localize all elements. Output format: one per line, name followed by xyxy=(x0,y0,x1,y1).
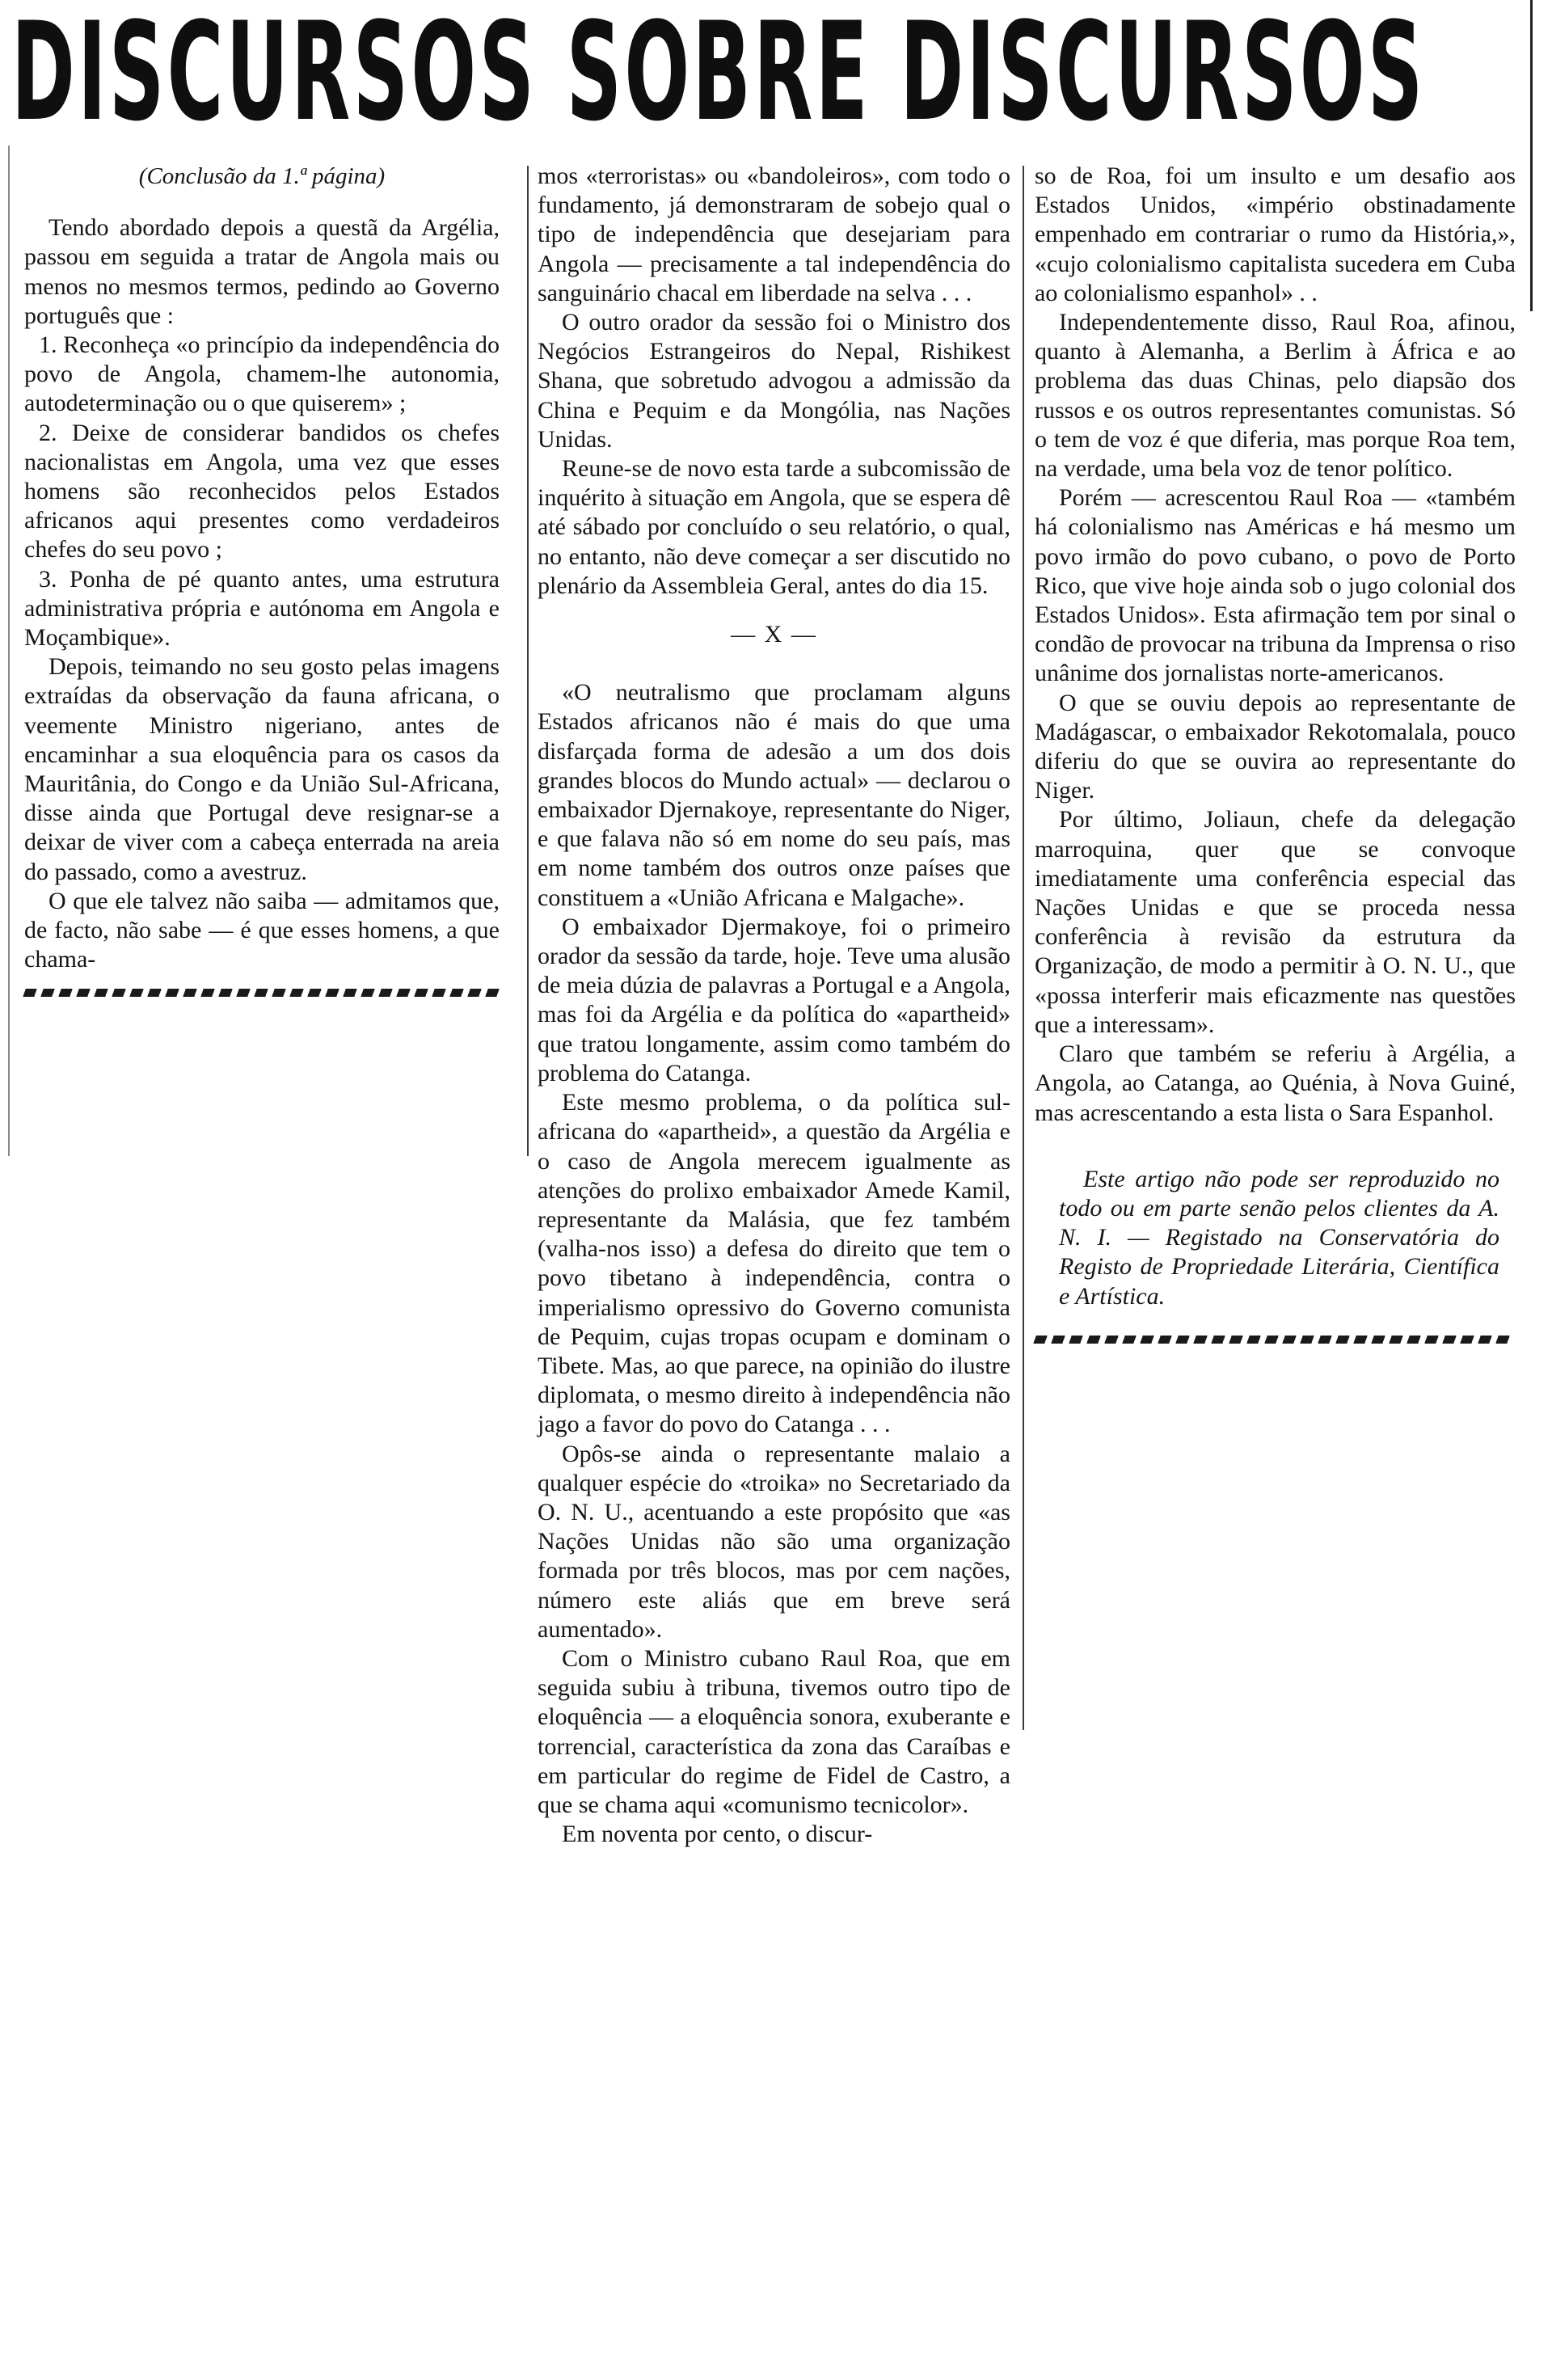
paragraph: O embaixador Djermakoye, foi o primeiro orador da sessão da tarde, hoje. Teve uma alusão de meia dúzia de palavras a Portugal e a Angola, mas foi da Argélia e da política do «apartheid» que tratou longamente, assim como também do problema do Catanga. xyxy=(538,913,1010,1087)
paragraph: Em noventa por cento, o discur- xyxy=(562,1821,873,1848)
headline-banner xyxy=(11,3,1523,141)
paragraph: O que ele talvez não saiba — admitamos que, de facto, não sabe — é que esses homens, a que chama- xyxy=(24,887,500,973)
continuation-note: (Conclusão da 1.ª página) xyxy=(138,163,386,189)
article-column-1 xyxy=(24,162,500,997)
paragraph: Por último, Joliaun, chefe da delegação marroquina, quer que se convoque imediatamente uma conferência especial das Nações Unidas e que se proceda nessa conferência à revisão da estrutura da Organização, de modo a permitir à O. N. U., que «possa interferir mais eficazmente nas questões que a interessam». xyxy=(1035,806,1516,1038)
article-column-3 xyxy=(1035,162,1516,1344)
paragraph: Opôs-se ainda o representante malaio a qualquer espécie do «troika» no Secretariado da O. N. U., acentuando a este propósito que «as Nações Unidas não são uma organização formada por três blocos, mas por cem nações, número este aliás que em breve será aumentado». xyxy=(538,1440,1010,1643)
paragraph: Reune-se de novo esta tarde a subcomissão de inquérito à situação em Angola, que se espera dê até sábado por concluído o seu relatório, o qual, no entanto, não deve começar a ser discutido no plenário da Assembleia Geral, antes do dia 15. xyxy=(538,455,1010,599)
paragraph: Claro que também se referiu à Argélia, a Angola, ao Catanga, ao Quénia, à Nova Guiné, mas acrescentando a esta lista o Sara Espanhol. xyxy=(1035,1040,1516,1126)
paragraph: Independentemente disso, Raul Roa, afinou, quanto à Alemanha, a Berlim à África e ao problema das duas Chinas, pelo diapsão dos russos e os outros representantes comunistas. Só o tem de voz é que diferia, mas porque Roa tem, na verdade, uma bela voz de tenor político. xyxy=(1035,309,1516,483)
list-item: 1. Reconheça «o princípio da independência do povo de Angola, chamem-lhe autonomia, autodeterminação ou o que quiserem» ; xyxy=(24,331,500,417)
article-column-2 xyxy=(538,162,1010,1849)
paragraph: Este mesmo problema, o da política sul-africana do «apartheid», a questão da Argélia e o caso de Angola merecem igualmente as atenções do prolixo embaixador Amede Kamil, representante da Malásia, que fez também (valha-nos isso) a defesa do direito que tem o povo tibetano à independência, contra o imperialismo opressivo do Governo comunista de Pequim, cujas tropas ocupam e dominam o Tibete. Mas, ao que parece, na opinião do ilustre diplomata, o mesmo direito à independência não jago a favor do povo do Catanga . . . xyxy=(538,1089,1010,1438)
column-divider-2 xyxy=(1023,166,1024,1730)
section-separator: — X — xyxy=(731,621,817,648)
paragraph: mos «terroristas» ou «bandoleiros», com todo o fundamento, já demonstraram de sobejo qual o tipo de independência que desejariam para Angola — precisamente a tal independência do sanguinário chacal em liberdade na selva . . . xyxy=(538,162,1010,306)
paragraph: «O neutralismo que proclamam alguns Estados africanos não é mais do que uma disfarçada forma de adesão a um dos dois grandes blocos do Mundo actual» — declarou o embaixador Djernakoye, representante do Niger, e que falava não só em nome do seu país, mas em nome também dos outros onze países que constituem a «União Africana e Malgache». xyxy=(538,679,1010,911)
right-border-rule xyxy=(1530,0,1533,311)
list-item: 3. Ponha de pé quanto antes, uma estrutura administrativa própria e autónoma em Angola e Moçambique». xyxy=(24,565,500,652)
paragraph: Tendo abordado depois a questã da Argélia, passou em seguida a tratar de Angola mais ou menos no mesmos termos, pedindo ao Governo português que : xyxy=(24,214,500,329)
footnote-text: Este artigo não pode ser reproduzido no todo ou em parte senão pelos clientes da A. N. I. — Registado na Conservatória do Registo de Propriedade Literária, Científica e Artística. xyxy=(1059,1165,1499,1310)
headline: DISCURSOS SOBRE DISCURSOS xyxy=(11,3,1426,141)
copyright-footnote xyxy=(1059,1165,1499,1311)
list-item: 2. Deixe de considerar bandidos os chefes nacionalistas em Angola, uma vez que esses homens são reconhecidos pelos Estados africanos aqui presentes como verdadeiros chefes do seu povo ; xyxy=(24,419,500,563)
paragraph: O outro orador da sessão foi o Ministro dos Negócios Estrangeiros do Nepal, Rishikest Shana, que sobretudo advogou a admissão da China e Pequim e da Mongólia, nas Nações Unidas. xyxy=(538,309,1010,453)
paragraph: Com o Ministro cubano Raul Roa, que em seguida subiu à tribuna, tivemos outro tipo de eloquência — a eloquência sonora, exuberante e torrencial, característica da zona das Caraíbas e em particular do regime de Fidel de Castro, a que se chama aqui «comunismo tecnicolor». xyxy=(538,1644,1010,1818)
column-divider-1 xyxy=(527,166,529,1156)
end-rule xyxy=(23,989,501,997)
paragraph: Porém — acrescentou Raul Roa — «também há colonialismo nas Américas e há mesmo um povo irmão do povo cubano, o povo de Porto Rico, que vive hoje ainda sob o jugo colonial dos Estados Unidos». Esta afirmação tem por sinal o condão de provocar na tribuna da Imprensa o riso unânime dos jornalistas norte-americanos. xyxy=(1035,484,1516,687)
end-rule xyxy=(1033,1336,1513,1344)
left-border-rule xyxy=(8,146,10,1156)
paragraph: so de Roa, foi um insulto e um desafio aos Estados Unidos, «império obstinadamente empenhado em contrariar o rumo da História,», «cujo colonialismo capitalista sucedera em Cuba ao colonialismo espanhol» . . xyxy=(1035,162,1516,306)
paragraph: O que se ouviu depois ao representante de Madágascar, o embaixador Rekotomalala, pouco diferiu do que se ouvira ao representante do Niger. xyxy=(1035,689,1516,804)
paragraph: Depois, teimando no seu gosto pelas imagens extraídas da observação da fauna africana, o veemente Ministro nigeriano, antes de encaminhar a sua eloquência para os casos da Mauritânia, do Congo e da União Sul-Africana, disse ainda que Portugal deve resignar-se a deixar de viver com a cabeça enterrada na areia do passado, como a avestruz. xyxy=(24,653,500,885)
